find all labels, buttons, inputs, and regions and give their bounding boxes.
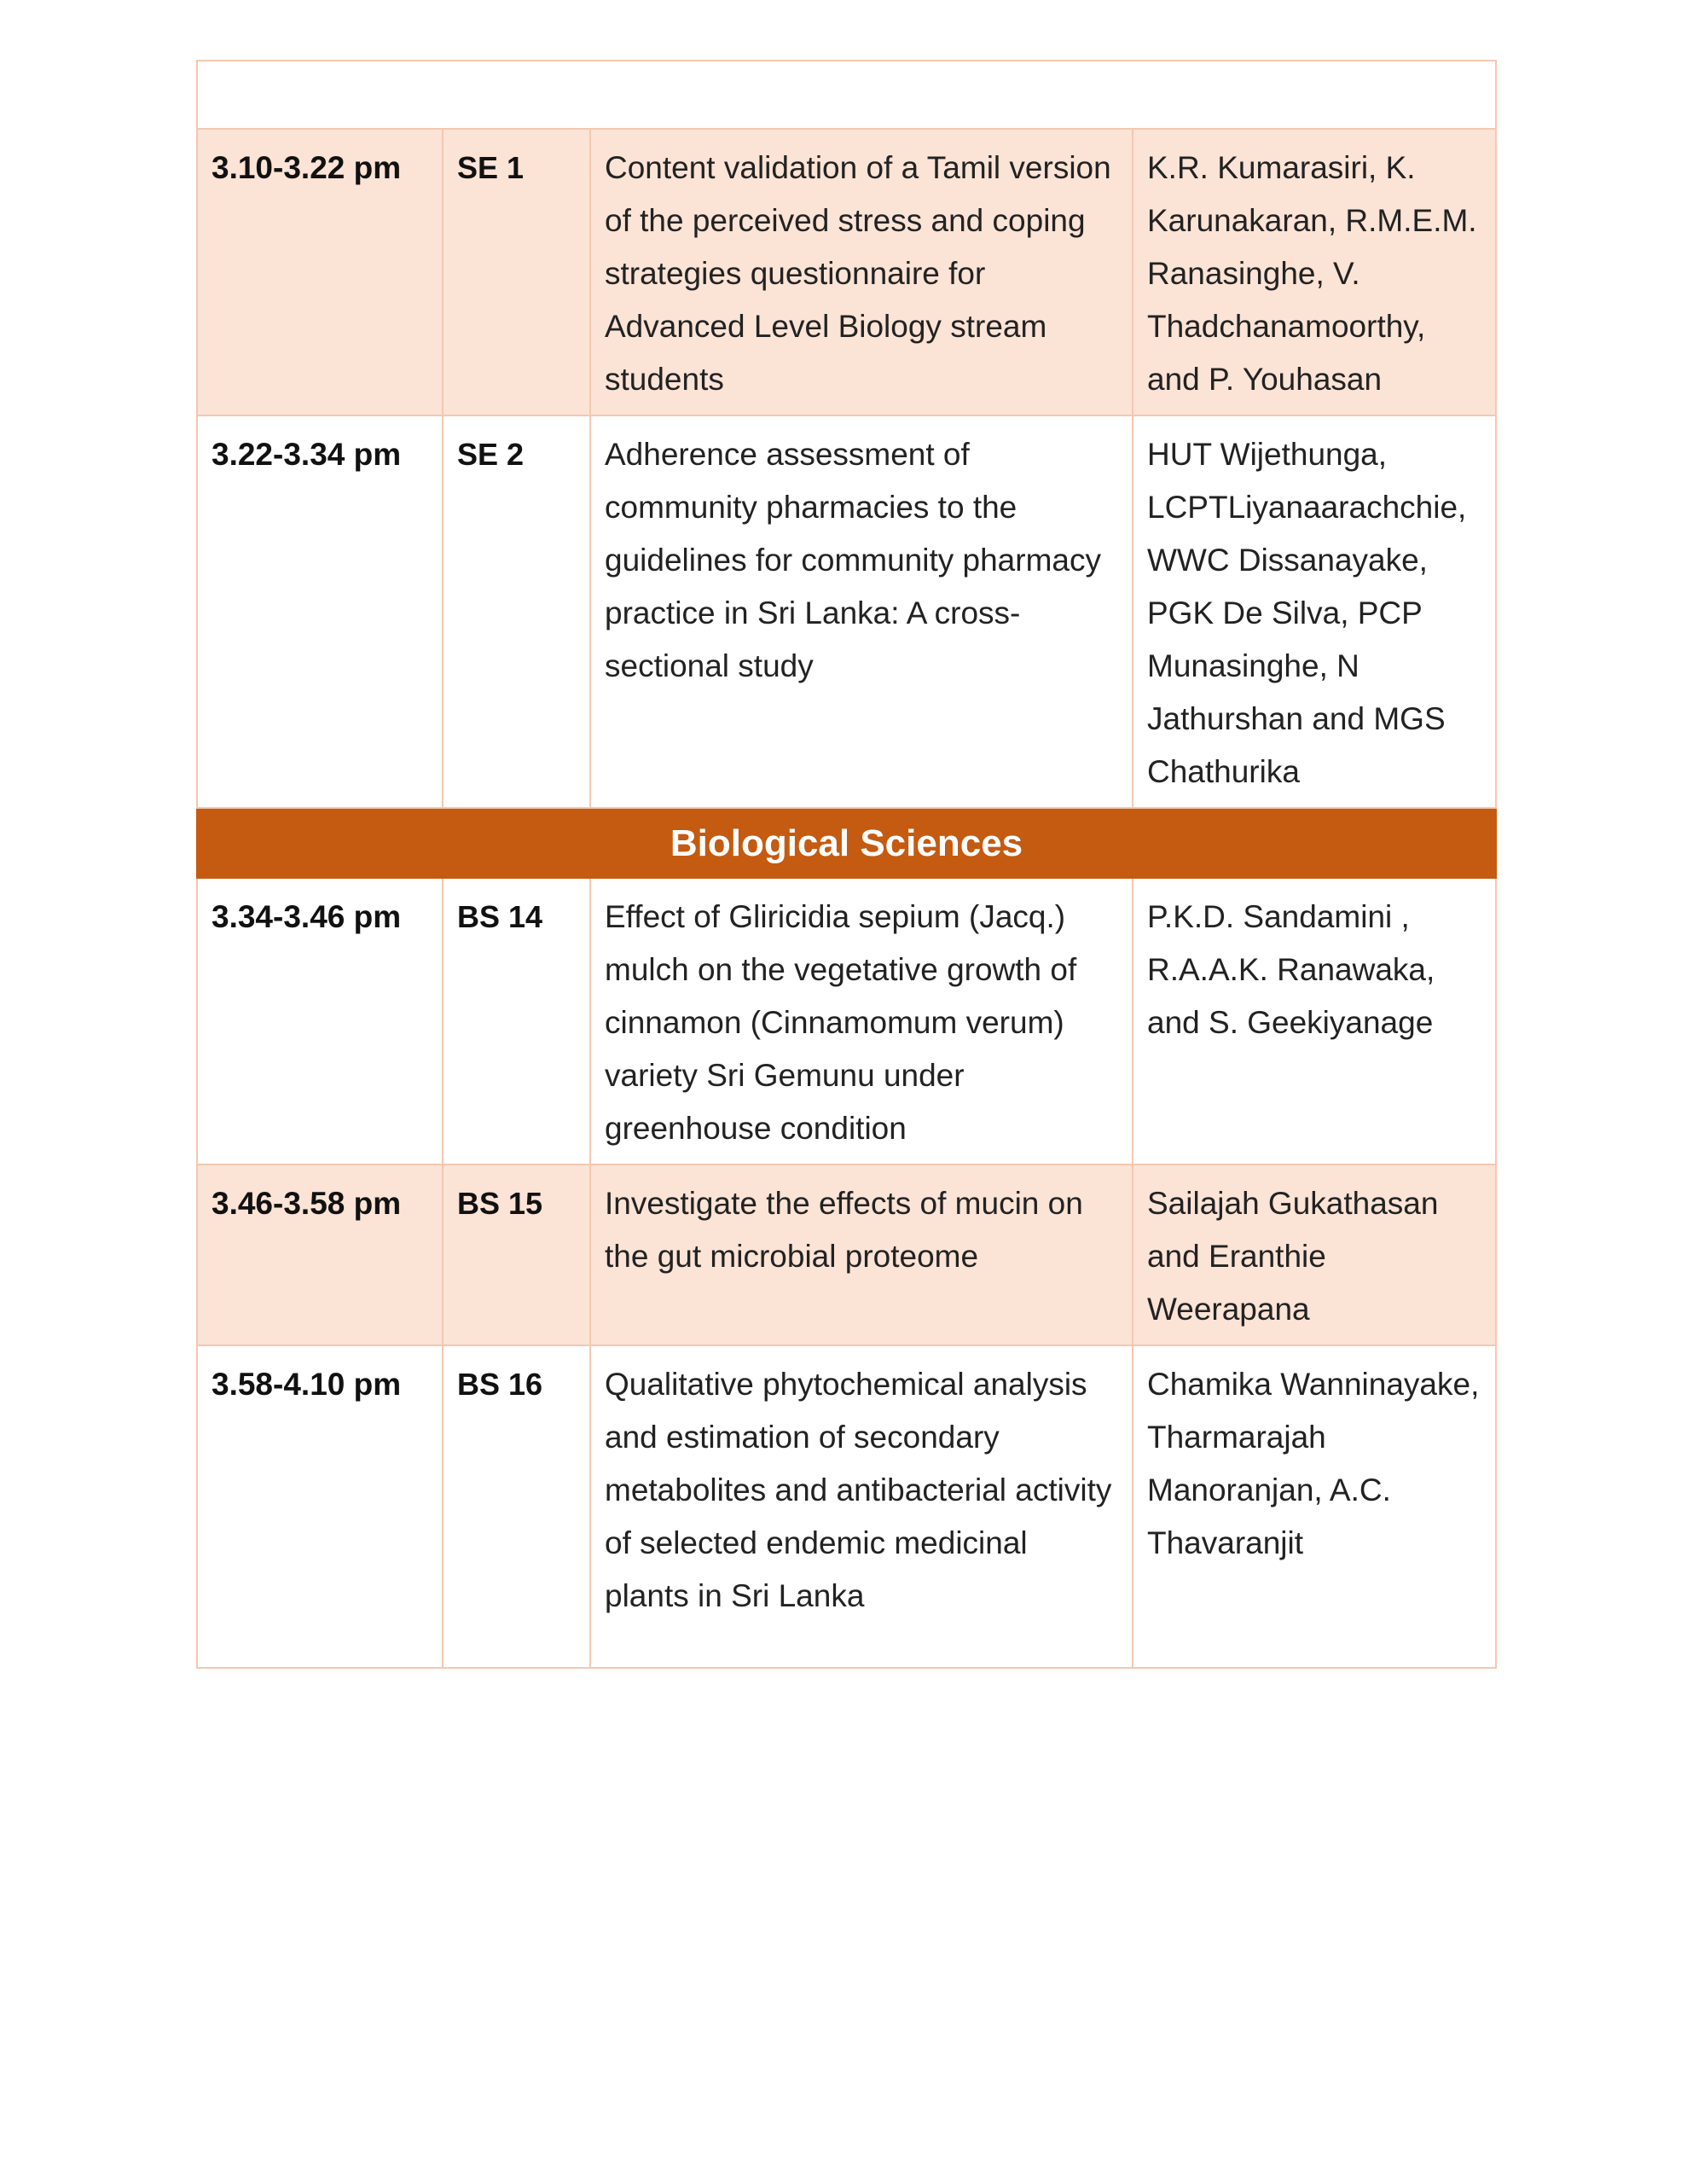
- table-row: [197, 1165, 1496, 1345]
- session-title: Qualitative phytochemical analysis and estimation of secondary metabolites and antibacterial activity of selected endemic medicinal plants in Sri Lanka: [590, 1345, 1133, 1668]
- session-code: SE 1: [443, 129, 590, 415]
- session-schedule-table: [196, 60, 1497, 1669]
- session-authors: K.R. Kumarasiri, K. Karunakaran, R.M.E.M. Ranasinghe, V. Thadchanamoorthy, and P. Youhasan: [1133, 129, 1496, 415]
- session-time: 3.46-3.58 pm: [197, 1165, 443, 1345]
- session-code: BS 16: [443, 1345, 590, 1668]
- session-title: Adherence assessment of community pharmacies to the guidelines for community pharmacy practice in Sri Lanka: A cross-sectional study: [590, 415, 1133, 808]
- section-heading: Biological Sciences: [197, 808, 1496, 878]
- session-title: Content validation of a Tamil version of the perceived stress and coping strategies questionnaire for Advanced Level Biology stream students: [590, 129, 1133, 415]
- blank-header-cell: [197, 61, 1496, 129]
- table-row: [197, 415, 1496, 808]
- session-time: 3.34-3.46 pm: [197, 878, 443, 1165]
- session-authors: Sailajah Gukathasan and Eranthie Weerapana: [1133, 1165, 1496, 1345]
- session-title: Effect of Gliricidia sepium (Jacq.) mulch on the vegetative growth of cinnamon (Cinnamomum verum) variety Sri Gemunu under greenhouse condition: [590, 878, 1133, 1165]
- table-row: [197, 878, 1496, 1165]
- session-time: 3.22-3.34 pm: [197, 415, 443, 808]
- section-heading-row: [197, 808, 1496, 878]
- blank-header-row: [197, 61, 1496, 129]
- session-code: SE 2: [443, 415, 590, 808]
- session-code: BS 14: [443, 878, 590, 1165]
- session-time: 3.58-4.10 pm: [197, 1345, 443, 1668]
- table-row: [197, 1345, 1496, 1668]
- session-title: Investigate the effects of mucin on the gut microbial proteome: [590, 1165, 1133, 1345]
- table-row: [197, 129, 1496, 415]
- session-authors: P.K.D. Sandamini , R.A.A.K. Ranawaka, and S. Geekiyanage: [1133, 878, 1496, 1165]
- session-authors: Chamika Wanninayake, Tharmarajah Manoranjan, A.C. Thavaranjit: [1133, 1345, 1496, 1668]
- session-code: BS 15: [443, 1165, 590, 1345]
- session-authors: HUT Wijethunga, LCPTLiyanaarachchie, WWC Dissanayake, PGK De Silva, PCP Munasinghe, N Jathurshan and MGS Chathurika: [1133, 415, 1496, 808]
- session-time: 3.10-3.22 pm: [197, 129, 443, 415]
